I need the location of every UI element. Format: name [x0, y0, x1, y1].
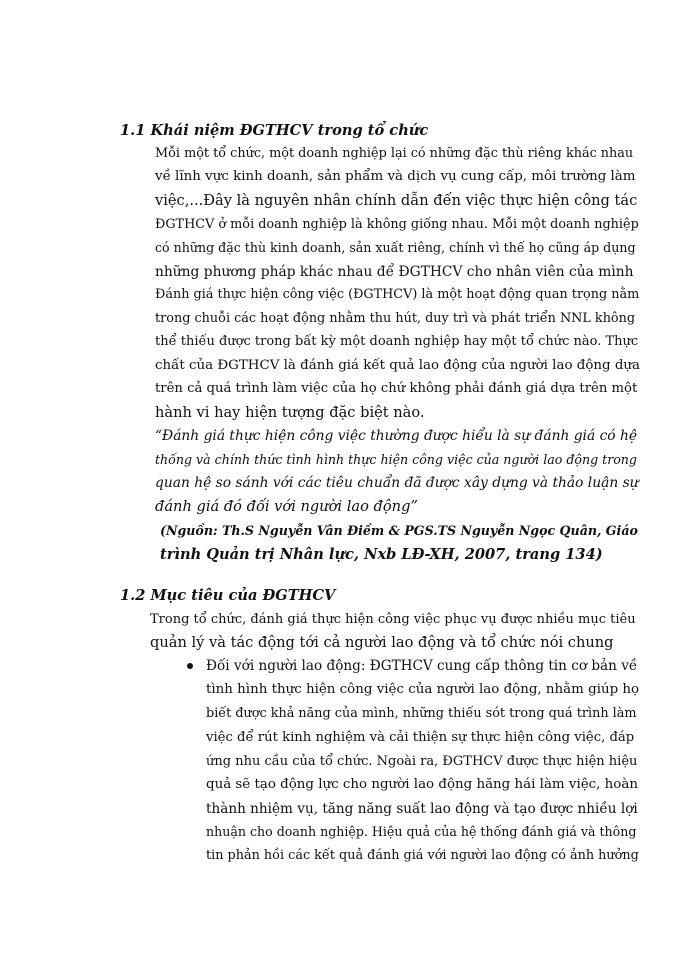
para-line: Mỗi một tổ chức, một doanh nghiệp lại có những đặc thù riêng khác nhau [155, 146, 634, 161]
bullet-line: tình hình thực hiện công việc của người lao động, nhằm giúp họ [206, 682, 640, 697]
source-line: trình Quản trị Nhân lực, Nxb LĐ-XH, 2007, trang 134) [160, 546, 603, 563]
para-line: những phương pháp khác nhau để ĐGTHCV cho nhân viên của mình [155, 264, 634, 280]
section-2-heading: 1.2 Mục tiêu của ĐGTHCV [120, 587, 336, 604]
bullet-line: nhuận cho doanh nghiệp. Hiệu quả của hệ thống đánh giá và thông [206, 824, 637, 839]
para-line: Đánh giá thực hiện công việc (ĐGTHCV) là một hoạt động quan trọng nằm [155, 287, 640, 302]
bullet-line: quả sẽ tạo động lực cho người lao động hăng hái làm việc, hoàn [206, 777, 638, 792]
para-line: chất của ĐGTHCV là đánh giá kết quả lao động của người lao động dựa [155, 358, 641, 373]
bullet-icon [187, 663, 193, 669]
para-line: việc,...Đây là nguyên nhân chính dẫn đến việc thực hiện công tác [155, 192, 638, 209]
bullet-line: tin phản hồi các kết quả đánh giá với người lao động có ảnh hưởng [206, 848, 639, 863]
para-line: trên cả quá trình làm việc của họ chứ không phải đánh giá dựa trên một [155, 381, 638, 396]
para-line: thể thiếu được trong bất kỳ một doanh nghiệp hay một tổ chức nào. Thực [155, 334, 639, 349]
quote-line: thống và chính thức tình hình thực hiện công việc của người lao động trong [155, 452, 637, 467]
quote-line: quan hệ so sánh với các tiêu chuẩn đã được xây dựng và thảo luận sự [155, 475, 639, 491]
para-line: hành vi hay hiện tượng đặc biệt nào. [155, 404, 425, 421]
quote-line: “Đánh giá thực hiện công việc thường được hiểu là sự đánh giá có hệ [155, 428, 638, 444]
bullet-line: thành nhiệm vụ, tăng năng suất lao động và tạo được nhiều lợi [206, 801, 638, 817]
para-line: trong chuỗi các hoạt động nhằm thu hút, duy trì và phát triển NNL không [155, 311, 636, 326]
bullet-line: ứng nhu cầu của tổ chức. Ngoài ra, ĐGTHCV được thực hiện hiệu [206, 754, 638, 769]
para-line: có những đặc thù kinh doanh, sản xuất riêng, chính vì thế họ cũng áp dụng [155, 240, 636, 255]
para-line: ĐGTHCV ở mỗi doanh nghiệp là không giống nhau. Mỗi một doanh nghiệp [155, 217, 639, 232]
intro-line: quản lý và tác động tới cả người lao động và tổ chức nói chung [150, 634, 614, 651]
bullet-line: việc để rút kinh nghiệm và cải thiện sự thực hiện công việc, đáp [206, 730, 635, 745]
para-line: về lĩnh vực kinh doanh, sản phẩm và dịch vụ cung cấp, môi trường làm [155, 169, 636, 184]
section-1-heading: 1.1 Khái niệm ĐGTHCV trong tổ chức [120, 122, 429, 139]
source-line: (Nguồn: Th.S Nguyễn Vân Điềm & PGS.TS Nguyễn Ngọc Quân, Giáo [160, 523, 638, 538]
quote-line: đánh giá đó đối với người lao động” [155, 498, 418, 515]
bullet-line: Đối với người lao động: ĐGTHCV cung cấp thông tin cơ bản về [206, 658, 638, 674]
intro-line: Trong tổ chức, đánh giá thực hiện công việc phục vụ được nhiều mục tiêu [150, 612, 636, 627]
bullet-line: biết được khả năng của mình, những thiếu sót trong quá trình làm [206, 706, 637, 721]
